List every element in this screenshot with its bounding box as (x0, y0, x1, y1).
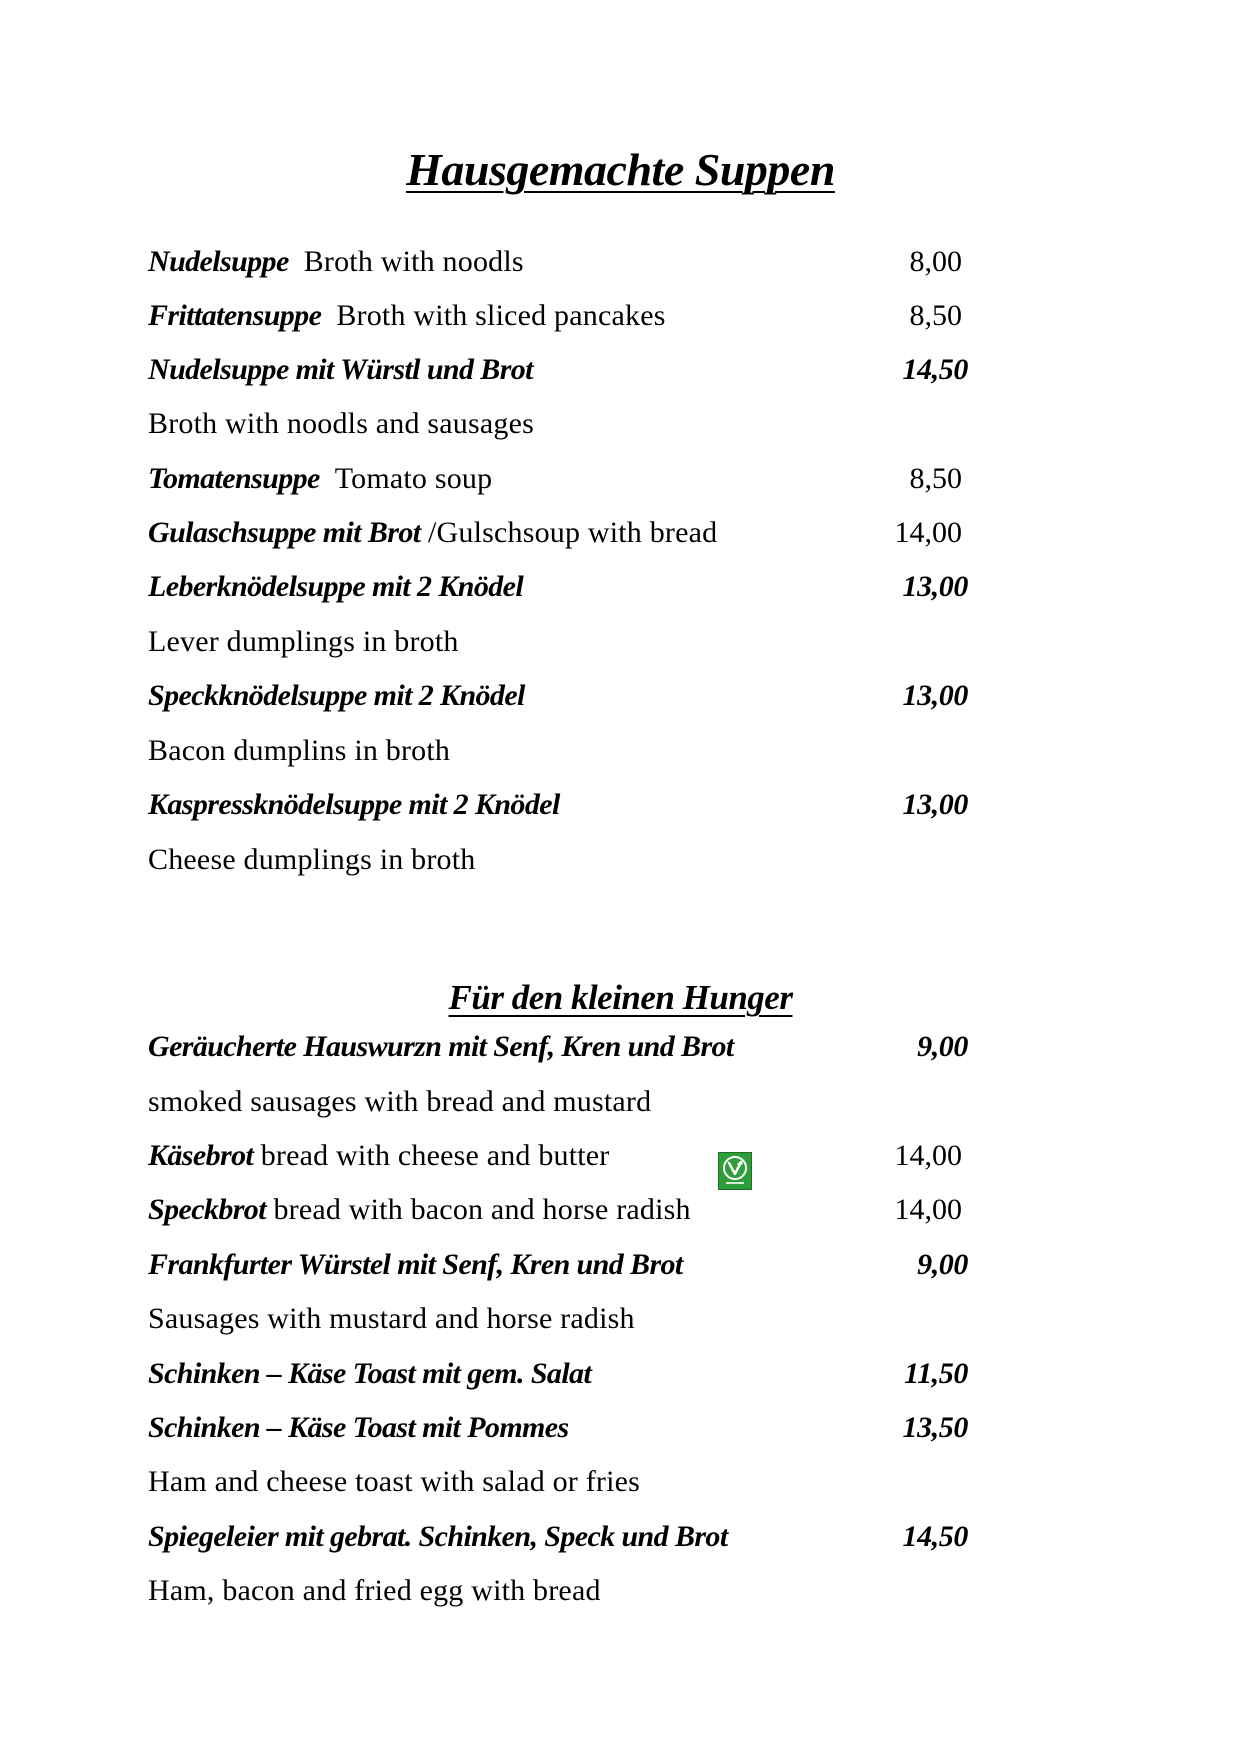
item-price: 14,50 (902, 1520, 968, 1553)
item-description: Broth with noodls (303, 245, 524, 278)
item-name: Leberknödelsuppe mit 2 Knödel (148, 570, 524, 603)
item-name: Käsebrot (148, 1139, 254, 1172)
menu-item (148, 1132, 968, 1180)
item-description: Lever dumplings in broth (148, 625, 459, 658)
menu-item-description (148, 1295, 968, 1343)
snacks-section-title: Für den kleinen Hunger (448, 978, 793, 1017)
item-price: 9,00 (917, 1030, 968, 1063)
item-description: Bacon dumplins in broth (148, 734, 451, 767)
item-description: bread with bacon and horse radish (273, 1193, 691, 1226)
item-name: Kaspressknödelsuppe mit 2 Knödel (148, 788, 560, 821)
menu-item (148, 672, 968, 720)
soups-section-title: Hausgemachte Suppen (406, 144, 835, 195)
menu-item (148, 1350, 968, 1398)
item-description: bread with cheese and butter (260, 1139, 610, 1172)
menu-item-description (148, 836, 968, 884)
menu-item (148, 238, 968, 286)
item-name: Nudelsuppe mit Würstl und Brot (148, 353, 533, 386)
item-name: Spiegeleier mit gebrat. Schinken, Speck und Brot (148, 1520, 728, 1553)
menu-item-description (148, 400, 968, 448)
menu-item (148, 346, 968, 394)
vegetarian-leaf-icon (718, 1152, 752, 1190)
item-description: Cheese dumplings in broth (148, 843, 476, 876)
item-name: Schinken – Käse Toast mit Pommes (148, 1411, 569, 1444)
menu-item (148, 1241, 968, 1289)
item-price: 13,00 (902, 788, 968, 821)
item-name: Nudelsuppe (148, 245, 289, 278)
menu-item-description (148, 727, 968, 775)
item-price: 14,00 (894, 1139, 962, 1172)
menu-item-description (148, 1567, 968, 1615)
menu-item (148, 509, 968, 557)
item-name: Frankfurter Würstel mit Senf, Kren und Brot (148, 1248, 683, 1281)
menu-item (148, 1513, 968, 1561)
vegetarian-leaf-icon-graphic (721, 1155, 749, 1187)
item-price: 14,00 (894, 1193, 962, 1226)
item-price: 8,50 (909, 462, 962, 495)
item-price: 9,00 (917, 1248, 968, 1281)
item-description: Ham and cheese toast with salad or fries (148, 1465, 640, 1498)
item-description: Tomato soup (334, 462, 493, 495)
menu-item (148, 455, 968, 503)
item-price: 8,00 (909, 245, 962, 278)
item-name: Frittatensuppe (148, 299, 322, 332)
item-name: Gulaschsuppe mit Brot (148, 516, 421, 549)
item-description: smoked sausages with bread and mustard (148, 1085, 652, 1118)
item-description: /Gulschsoup with bread (427, 516, 718, 549)
menu-item-description (148, 618, 968, 666)
item-name: Speckknödelsuppe mit 2 Knödel (148, 679, 525, 712)
menu-item (148, 1186, 968, 1234)
item-price: 13,00 (902, 570, 968, 603)
menu-item-description (148, 1078, 968, 1126)
menu-item (148, 1404, 968, 1452)
menu-item (148, 292, 968, 340)
item-price: 14,50 (902, 353, 968, 386)
item-description: Broth with sliced pancakes (336, 299, 666, 332)
item-description: Sausages with mustard and horse radish (148, 1302, 635, 1335)
item-price: 13,50 (902, 1411, 968, 1444)
item-name: Speckbrot (148, 1193, 266, 1226)
menu-item (148, 563, 968, 611)
item-price: 8,50 (909, 299, 962, 332)
item-description: Ham, bacon and fried egg with bread (148, 1574, 601, 1607)
menu-item (148, 781, 968, 829)
menu-item (148, 1023, 968, 1071)
menu-item-description (148, 1458, 968, 1506)
item-description: Broth with noodls and sausages (148, 407, 534, 440)
item-name: Tomatensuppe (148, 462, 320, 495)
item-price: 13,00 (902, 679, 968, 712)
item-name: Schinken – Käse Toast mit gem. Salat (148, 1357, 592, 1390)
item-name: Geräucherte Hauswurzn mit Senf, Kren und Brot (148, 1030, 734, 1063)
item-price: 14,00 (894, 516, 962, 549)
item-price: 11,50 (904, 1357, 968, 1390)
